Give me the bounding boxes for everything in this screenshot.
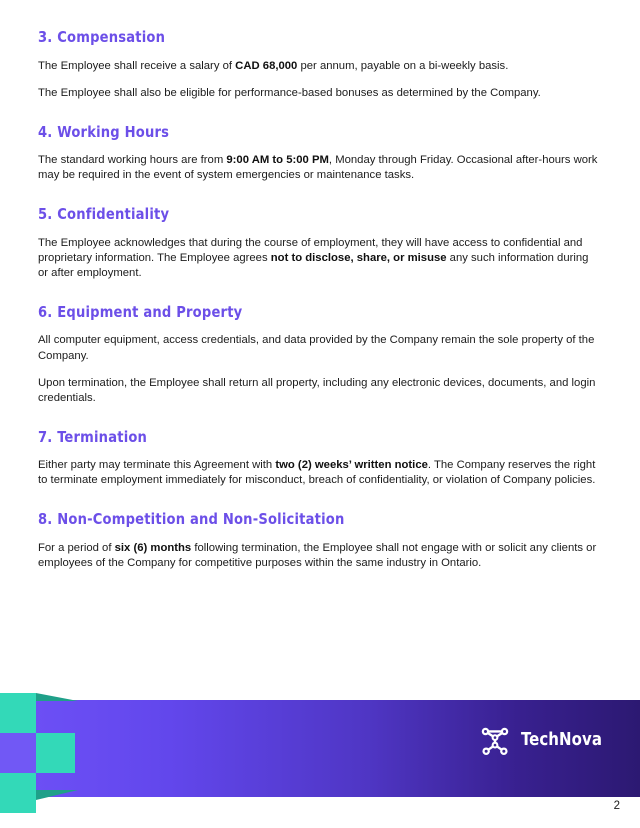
emphasis-text: two (2) weeks’ written notice <box>275 459 428 472</box>
document-section <box>38 28 600 101</box>
section-paragraph <box>38 236 600 281</box>
body-text: For a period of <box>38 541 115 554</box>
section-heading: 7. Termination <box>38 427 148 446</box>
document-section <box>38 123 600 184</box>
section-heading: 4. Working Hours <box>38 122 170 141</box>
body-text: , Monday through Friday. Occasional after-hours work may be required in the event of system emergencies or maintenance tasks. <box>38 154 598 182</box>
body-text: per annum, payable on a bi-weekly basis. <box>297 59 509 72</box>
body-text: . The Company reserves the right to terminate employment immediately for misconduct, breach of confidentiality, or violation of Company policies. <box>38 459 596 487</box>
page-number: 2 <box>613 800 620 812</box>
emphasis-text: CAD 68,000 <box>235 59 298 72</box>
section-heading: 5. Confidentiality <box>38 205 170 224</box>
section-heading: 3. Compensation <box>38 28 166 46</box>
section-paragraph <box>38 86 600 101</box>
section-heading: 6. Equipment and Property <box>38 302 243 321</box>
decor-tile-teal-bottom <box>0 773 36 813</box>
body-text: The Employee shall receive a salary of <box>38 59 236 72</box>
document-section <box>38 428 600 489</box>
section-paragraph <box>38 458 600 488</box>
body-text: Either party may terminate this Agreement with <box>38 459 276 472</box>
emphasis-text: 9:00 AM to 5:00 PM <box>226 154 329 167</box>
section-paragraph <box>38 376 600 406</box>
emphasis-text: not to disclose, share, or misuse <box>270 251 447 264</box>
decor-tile-teal-center <box>36 733 75 773</box>
body-text: following termination, the Employee shall not engage with or solicit any clients or employees of the Company for competitive purposes within the same industry in Ontario. <box>38 541 597 569</box>
body-text: any such information during or after employment. <box>38 251 589 279</box>
brand-name: TechNova <box>520 730 602 751</box>
network-nodes-icon <box>478 724 512 758</box>
section-paragraph <box>38 59 600 74</box>
section-paragraph <box>38 541 600 571</box>
document-section <box>38 303 600 406</box>
body-text: The standard working hours are from <box>38 154 227 167</box>
document-body <box>38 28 600 571</box>
body-text: All computer equipment, access credentials, and data provided by the Company remain the sole property of the Company. <box>38 334 595 362</box>
section-heading: 8. Non-Competition and Non-Solicitation <box>38 510 345 529</box>
body-text: Upon termination, the Employee shall return all property, including any electronic devices, documents, and login credentials. <box>38 376 596 404</box>
page-footer <box>0 680 640 828</box>
body-text: The Employee shall also be eligible for performance-based bonuses as determined by the Company. <box>38 86 541 99</box>
emphasis-text: six (6) months <box>114 541 192 554</box>
section-paragraph <box>38 333 600 363</box>
body-text: The Employee acknowledges that during the course of employment, they will have access to confidential and proprietary information. The Employee agrees <box>38 236 583 264</box>
document-section <box>38 205 600 281</box>
decor-tile-purple-middle <box>0 733 36 773</box>
decor-tile-teal-top <box>0 693 36 733</box>
document-section <box>38 510 600 571</box>
section-paragraph <box>38 153 600 183</box>
brand-logo-lockup <box>478 724 606 758</box>
